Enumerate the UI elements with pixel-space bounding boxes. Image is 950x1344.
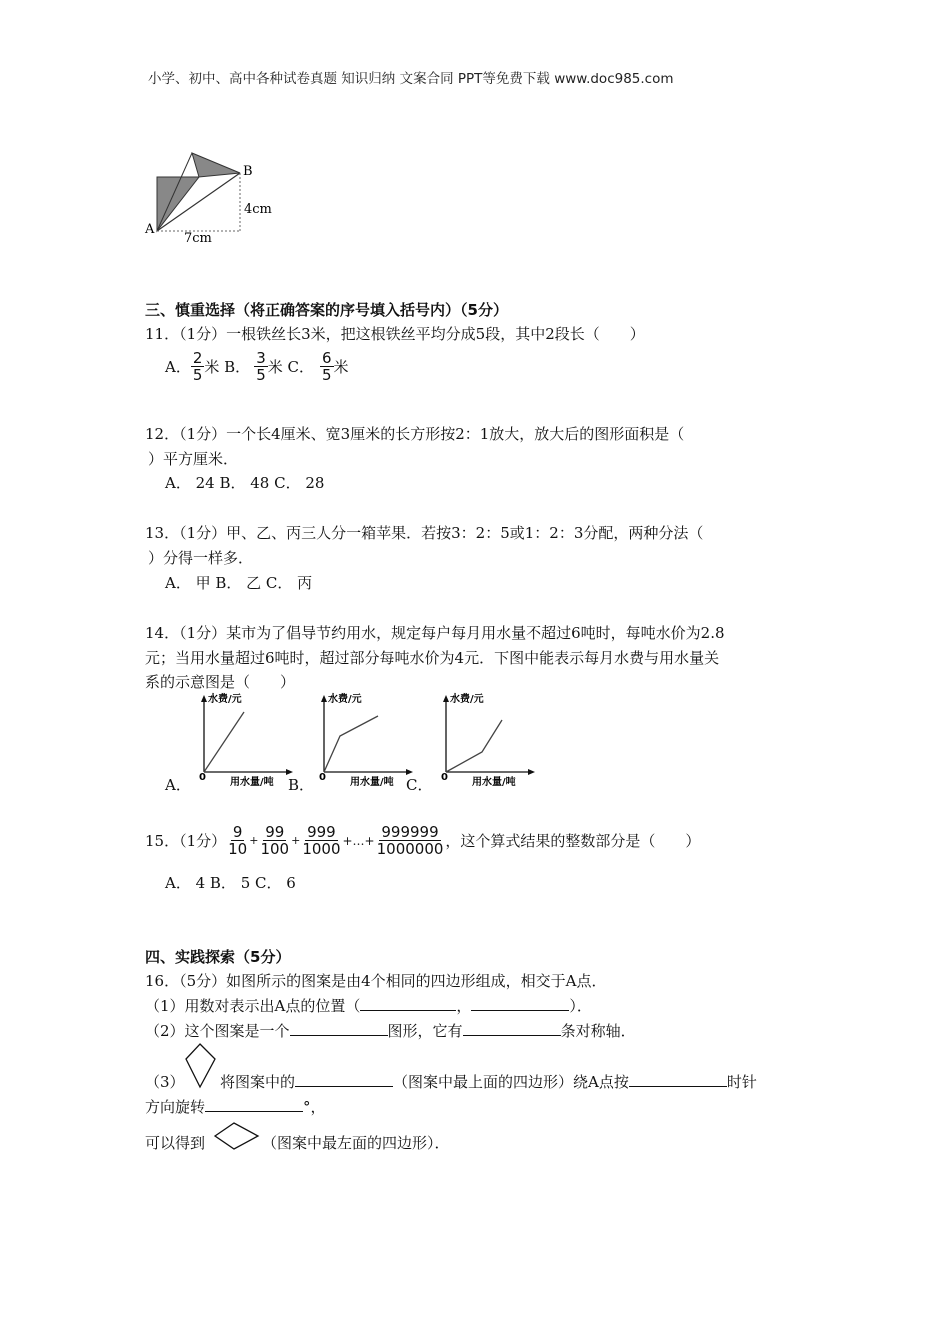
- q13-line2: ）分得一样多．: [148, 549, 254, 567]
- label-b: B: [243, 164, 253, 179]
- q16-part1: [145, 995, 592, 1016]
- q16-p3-mid: （图案中最上面的四边形）绕A点按: [393, 1073, 629, 1091]
- q16-p3-degree-sign: °，: [303, 1098, 326, 1116]
- y-arrow-icon: [321, 695, 327, 702]
- q15-plus-1: +: [249, 834, 259, 847]
- q15-suffix: ，这个算式结果的整数部分是（ ）: [445, 832, 701, 850]
- q16-part2: [145, 1020, 636, 1041]
- y-arrow-icon: [201, 695, 207, 702]
- graph-line: [324, 716, 378, 772]
- q16-stem: 16．（5分）如图所示的图案是由4个相同的四边形组成，相交于A点．: [145, 972, 607, 990]
- q16-p2-text: （2）这个图案是一个: [145, 1022, 290, 1040]
- label-a: A: [145, 222, 155, 237]
- q15-ellipsis: +…+: [342, 833, 375, 848]
- q16-p4-end: （图案中最左面的四边形）．: [262, 1134, 450, 1152]
- q11-b-unit: 米 C．: [267, 358, 314, 376]
- q14-graph-b: [316, 692, 420, 792]
- q11-frac-c: $\frac{6}{5}$: [321, 349, 332, 384]
- q16-blank-shape-name[interactable]: [295, 1072, 393, 1087]
- q15-plus-2: +: [291, 834, 301, 847]
- q16-part3: [220, 1071, 757, 1092]
- y-axis-label: 水费/元: [328, 694, 362, 705]
- q14-option-c-label: C．: [406, 776, 433, 794]
- section3-title: 三、慎重选择（将正确答案的序号填入括号内）（5分）: [145, 301, 508, 319]
- kite-left-icon: [212, 1120, 262, 1152]
- shaded-triangle-top: [192, 153, 240, 177]
- y-arrow-icon: [443, 695, 449, 702]
- q14-line3: 系的示意图是（ ）: [145, 673, 296, 691]
- q12-line2: ）平方厘米．: [148, 450, 239, 468]
- q12-line1: 12．（1分）一个长4厘米、宽3厘米的长方形按2：1放大，放大后的图形面积是（: [145, 425, 685, 443]
- q16-p1-text: （1）用数对表示出A点的位置（: [145, 997, 361, 1015]
- x-arrow-icon: [528, 769, 535, 775]
- q11-stem: 11．（1分）一根铁丝长3米，把这根铁丝平均分成5段，其中2段长（ ）: [145, 325, 645, 343]
- q16-p3-num: （3）: [145, 1073, 185, 1091]
- y-axis-label: 水费/元: [208, 694, 242, 705]
- label-height: 4cm: [244, 202, 272, 217]
- q11-c-unit: 米: [333, 358, 349, 376]
- q15-frac-2: $\frac{99}{100}$: [260, 823, 290, 858]
- q16-blank-y[interactable]: [471, 996, 569, 1011]
- origin-label: 0: [441, 772, 448, 783]
- q16-p4-start: 可以得到: [145, 1134, 206, 1152]
- q16-blank-axes[interactable]: [463, 1021, 561, 1036]
- q14-option-a-label: A．: [165, 776, 191, 794]
- q16-blank-direction[interactable]: [629, 1072, 727, 1087]
- q14-line2: 元；当用水量超过6吨时，超过部分每吨水价为4元．下图中能表示每月水费与用水量关: [145, 649, 720, 667]
- q11-a-prefix: A．: [165, 358, 191, 376]
- q15-options: A． 4 B． 5 C． 6: [165, 874, 296, 892]
- q12-options: A． 24 B． 48 C． 28: [165, 474, 325, 492]
- graph-line: [204, 712, 244, 772]
- q15-prefix: 15．（1分）: [145, 832, 227, 850]
- q16-p1-end: ）．: [569, 997, 592, 1015]
- q16-blank-x[interactable]: [360, 996, 456, 1011]
- page-header: 小学、初中、高中各种试卷真题 知识归纳 文案合同 PPT等免费下载 www.doc985.com: [148, 71, 674, 87]
- q16-p3-end: 时针: [726, 1073, 757, 1091]
- q14-graph-a: [196, 692, 300, 792]
- label-width: 7cm: [184, 231, 212, 245]
- x-axis-label: 用水量/吨: [472, 777, 516, 788]
- q15-frac-1: $\frac{9}{10}$: [228, 823, 248, 858]
- q15-line: [145, 824, 700, 857]
- q11-frac-b: $\frac{3}{5}$: [256, 349, 266, 384]
- triangle-figure: [140, 145, 290, 245]
- graph-line: [446, 720, 502, 772]
- q13-line1: 13．（1分）甲、乙、丙三人分一箱苹果．若按3：2：5或1：2：3分配，两种分法（: [145, 524, 704, 542]
- q16-p3-text: 将图案中的: [220, 1073, 296, 1091]
- q16-p3-rotate: 方向旋转: [145, 1098, 206, 1116]
- q16-p1-comma: ，: [456, 997, 472, 1015]
- q15-frac-3: $\frac{999}{1000}$: [302, 823, 341, 858]
- q16-part3-cont: [145, 1096, 326, 1117]
- q11-options: [165, 350, 349, 383]
- q11-frac-a: $\frac{2}{5}$: [192, 349, 203, 384]
- q16-blank-shape[interactable]: [290, 1021, 388, 1036]
- q14-graph-c: [438, 692, 542, 792]
- q16-blank-degrees[interactable]: [205, 1097, 303, 1112]
- section4-title: 四、实践探索（5分）: [145, 948, 291, 966]
- q11-a-unit: 米 B．: [204, 358, 251, 376]
- q15-frac-4: $\frac{999999}{1000000}$: [376, 823, 444, 858]
- q16-p2-mid: 图形，它有: [387, 1022, 463, 1040]
- x-axis-label: 用水量/吨: [350, 777, 394, 788]
- origin-label: 0: [319, 772, 326, 783]
- q16-p2-end: 条对称轴．: [560, 1022, 636, 1040]
- origin-label: 0: [199, 772, 206, 783]
- kite-up-icon: [184, 1042, 218, 1090]
- y-axis-label: 水费/元: [450, 694, 484, 705]
- q14-line1: 14．（1分）某市为了倡导节约用水，规定每户每月用水量不超过6吨时，每吨水价为2.8: [145, 624, 725, 642]
- q13-options: A． 甲 B． 乙 C． 丙: [165, 574, 313, 592]
- q14-option-b-label: B．: [288, 776, 315, 794]
- x-axis-label: 用水量/吨: [230, 777, 274, 788]
